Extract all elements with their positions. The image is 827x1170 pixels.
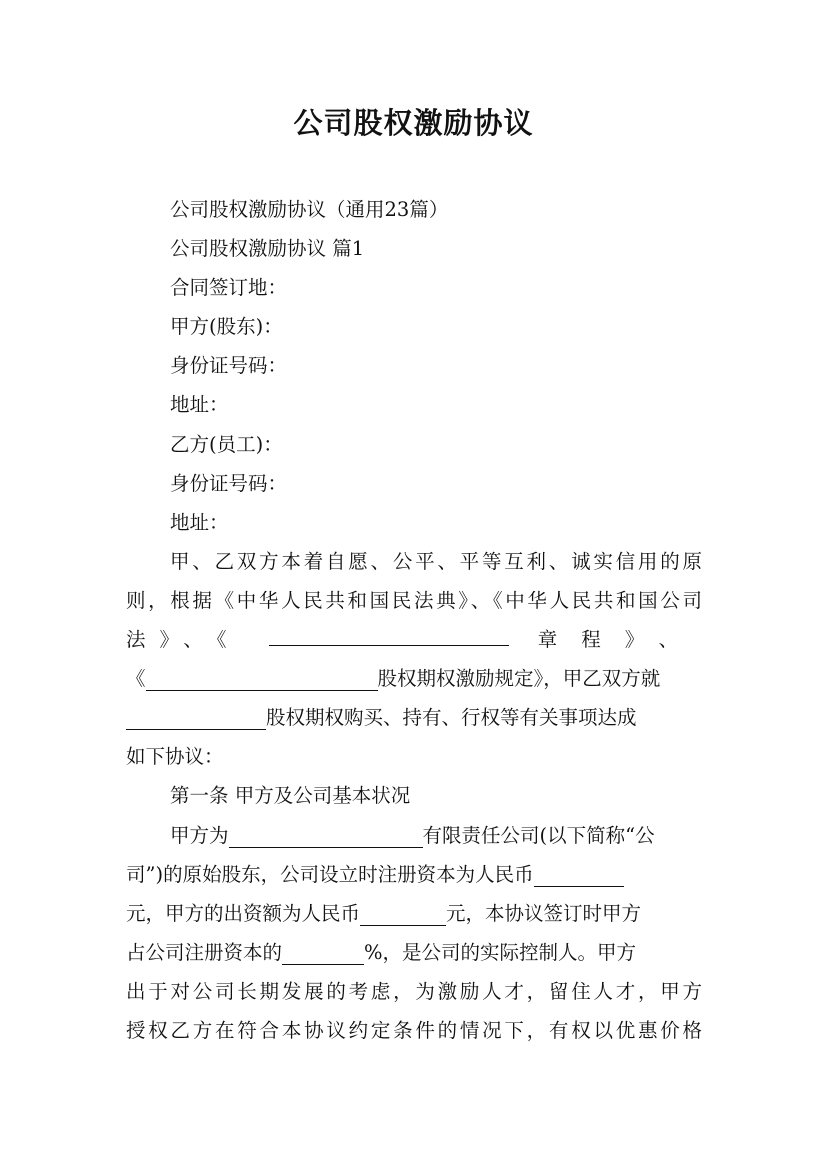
article-1-line-4-end: %，是公司的实际控制人。甲方 [364, 940, 637, 964]
article-1-line-4-start: 占公司注册资本的 [126, 940, 283, 964]
preamble-line-6: 如下协议： [126, 745, 224, 769]
preamble-line-2: 则，根据《中华人民共和国民法典》、《中华人民共和国公司 [126, 588, 702, 612]
charter-name-blank [269, 621, 509, 646]
article-1-line-6: 授权乙方在符合本协议约定条件的情况下，有权以优惠价格 [126, 1018, 702, 1042]
preamble-line-5 [126, 698, 702, 737]
document-body [126, 190, 702, 1050]
registered-capital-blank [534, 862, 624, 887]
article-1-line-5: 出于对公司长期发展的考虑，为激励人才，留住人才，甲方 [126, 979, 702, 1003]
preamble-line-4 [126, 659, 702, 698]
article-1-line-1 [126, 816, 702, 855]
preamble-line-5-text: 股权期权购买、持有、行权等有关事项达成 [266, 706, 637, 730]
document-subtitle: 公司股权激励协议（通用23篇） [170, 198, 449, 221]
article-1-heading: 第一条 甲方及公司基本状况 [170, 784, 411, 808]
preamble-line-1: 甲、乙双方本着自愿、公平、平等互利、诚实信用的原 [170, 549, 702, 573]
article-1-line-2 [126, 855, 702, 894]
document-title: 公司股权激励协议 [293, 106, 534, 140]
article-1-line-3 [126, 894, 702, 933]
percentage-blank [282, 940, 364, 965]
contribution-blank [360, 901, 446, 926]
article-1-line-3-end: 元，本协议签订时甲方 [446, 901, 642, 925]
preamble-line-4-start: 《 [126, 667, 146, 691]
company-name-blank-2 [126, 705, 266, 730]
article-1-line-1-end: 有限责任公司(以下简称“公 [422, 823, 655, 847]
article-1-line-3-start: 元，甲方的出资额为人民币 [126, 901, 361, 925]
party-b-id-field: 身份证号码： [170, 471, 288, 495]
party-a-address-field: 地址： [170, 393, 229, 417]
party-a-field: 甲方(股东)： [170, 315, 283, 339]
preamble-line-4-end: 股权期权激励规定》，甲乙双方就 [377, 667, 661, 691]
preamble-line-3 [126, 620, 702, 659]
party-b-field: 乙方(员工)： [170, 432, 283, 456]
party-b-address-field: 地址： [170, 510, 229, 534]
section-heading: 公司股权激励协议 篇1 [170, 237, 365, 261]
company-blank [229, 823, 423, 848]
company-name-blank [146, 666, 378, 691]
sign-place-field: 合同签订地： [170, 276, 288, 300]
party-a-id-field: 身份证号码： [170, 354, 288, 378]
article-1-line-2-text: 司”)的原始股东，公司设立时注册资本为人民币 [126, 862, 534, 886]
preamble-line-3-end: 章程》、 [537, 628, 702, 652]
article-1-line-4 [126, 933, 702, 972]
article-1-line-1-start: 甲方为 [170, 823, 229, 847]
preamble-line-3-start: 法》、《 [126, 628, 241, 652]
